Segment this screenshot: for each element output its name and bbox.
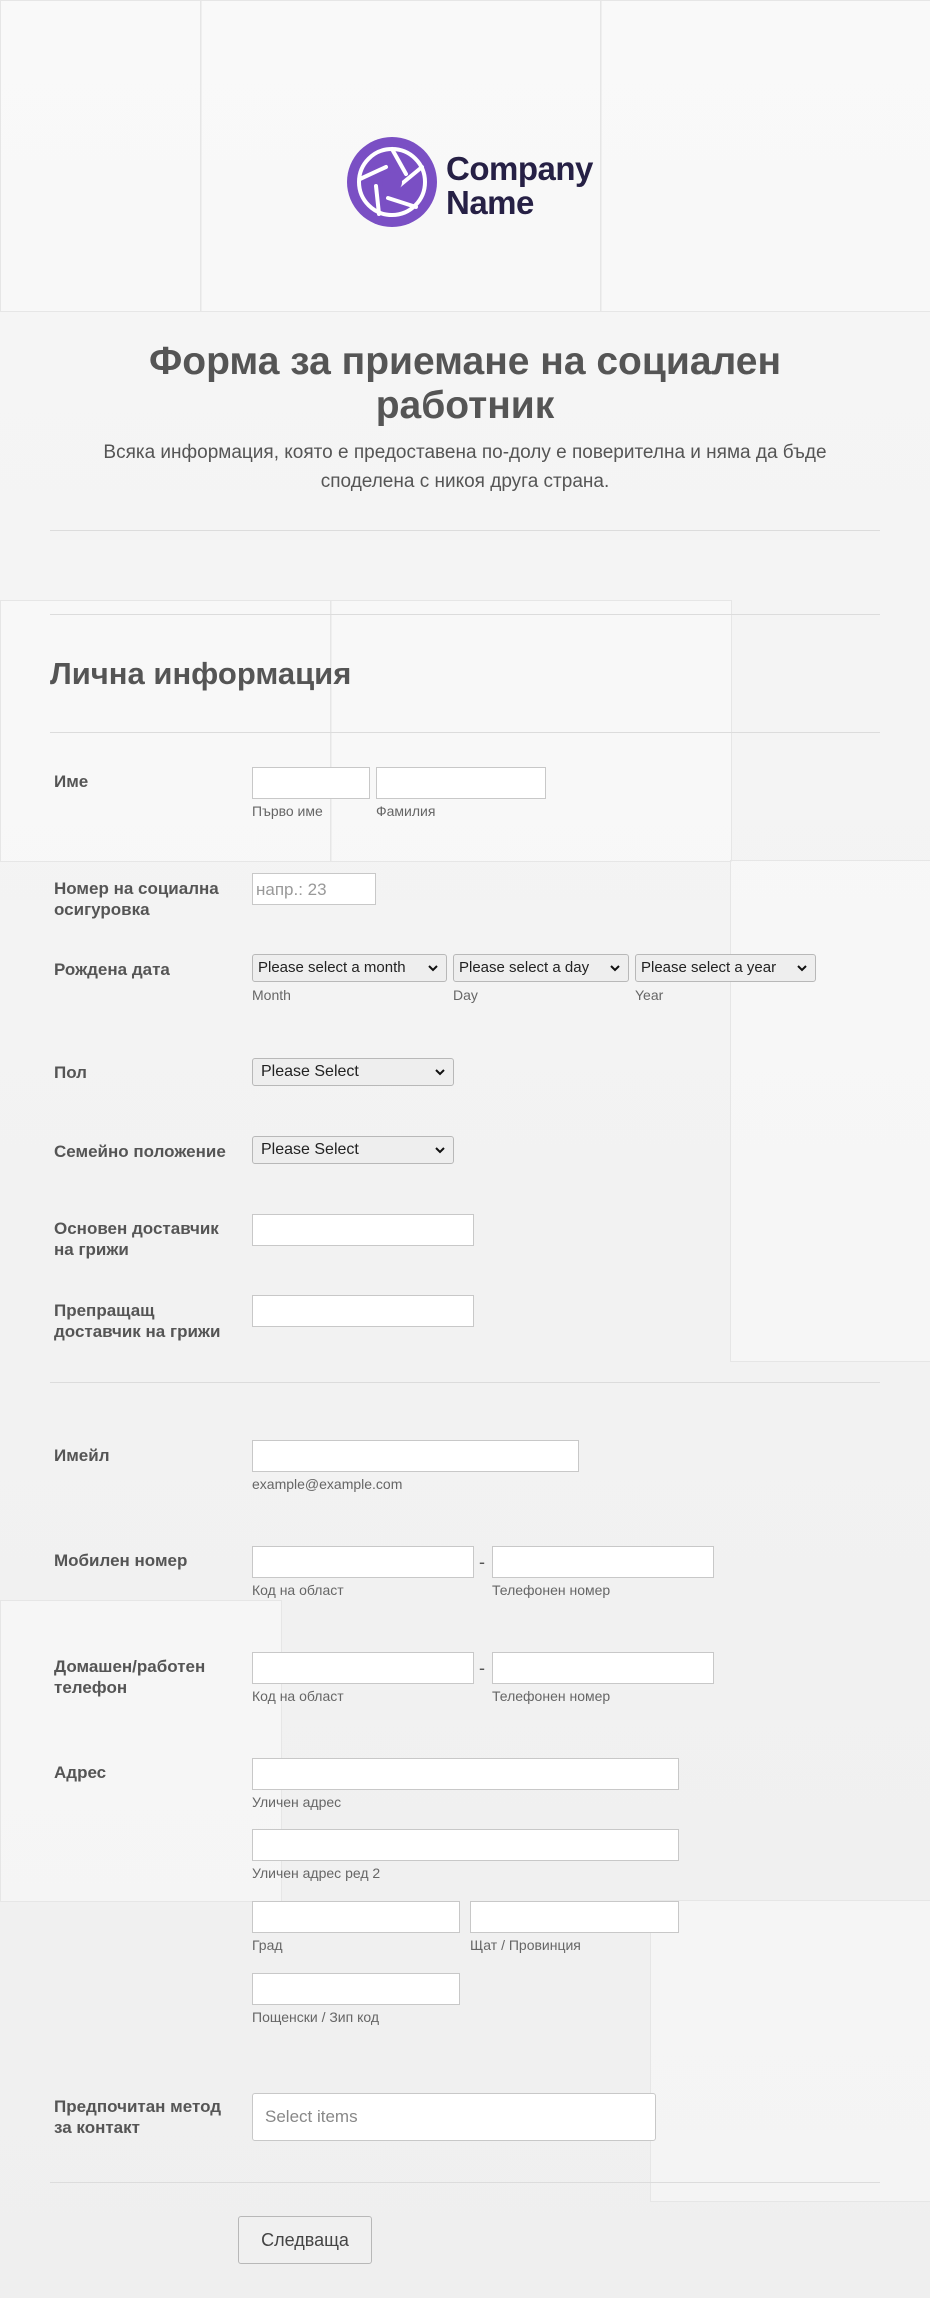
ssn-input[interactable]: напр.: 23 — [252, 873, 376, 905]
chevron-down-icon — [796, 962, 808, 974]
primary-provider-label: Основен доставчик на грижи — [54, 1219, 219, 1259]
state-input[interactable] — [470, 1901, 679, 1933]
gender-label: Пол — [54, 1063, 87, 1082]
divider — [50, 732, 880, 733]
chevron-down-icon — [427, 962, 439, 974]
month-sublabel: Month — [252, 987, 291, 1003]
logo-text: Company Name — [446, 150, 593, 221]
mobile-phone-sublabel: Телефонен номер — [492, 1582, 611, 1598]
next-button[interactable]: Следваща — [238, 2216, 372, 2264]
name-label: Име — [54, 772, 89, 791]
email-input[interactable] — [252, 1440, 579, 1472]
page-title: Форма за приемане на социален работник — [148, 340, 782, 427]
gender-select[interactable]: Please Select — [252, 1058, 454, 1086]
email-label: Имейл — [54, 1446, 110, 1465]
page-subtitle: Всяка информация, която е предоставена по-долу е поверителна и няма да бъде споделена с никоя друга страна. — [103, 442, 827, 492]
mobile-label: Мобилен номер — [54, 1551, 188, 1570]
company-logo — [344, 134, 594, 234]
chevron-down-icon — [609, 962, 621, 974]
home-area-sublabel: Код на област — [252, 1688, 344, 1704]
mobile-area-code-input[interactable] — [252, 1546, 474, 1578]
camera-aperture-icon — [344, 134, 440, 230]
chevron-down-icon — [434, 1144, 446, 1156]
referring-provider-label: Препращащ доставчик на грижи — [54, 1301, 221, 1341]
city-sublabel: Град — [252, 1937, 283, 1953]
year-sublabel: Year — [635, 987, 664, 1003]
birth-year-select[interactable]: Please select a year — [635, 954, 816, 982]
contact-method-multiselect[interactable]: Select items — [252, 2093, 656, 2141]
street-address-input[interactable] — [252, 1758, 679, 1790]
city-input[interactable] — [252, 1901, 460, 1933]
chevron-down-icon — [434, 1066, 446, 1078]
last-name-sublabel: Фамилия — [376, 803, 436, 819]
primary-provider-input[interactable] — [252, 1214, 474, 1246]
home-phone-input[interactable] — [492, 1652, 714, 1684]
address-label: Адрес — [54, 1763, 107, 1782]
marital-status-label: Семейно положение — [54, 1142, 226, 1161]
divider — [50, 530, 880, 531]
form-container — [50, 0, 880, 2298]
home-area-code-input[interactable] — [252, 1652, 474, 1684]
email-sublabel: example@example.com — [252, 1476, 403, 1492]
zip-sublabel: Пощенски / Зип код — [252, 2009, 380, 2025]
marital-status-select[interactable]: Please Select — [252, 1136, 454, 1164]
phone-dash: - — [479, 1552, 485, 1572]
home-phone-label: Домашен/работен телефон — [54, 1657, 206, 1697]
divider — [50, 1382, 880, 1383]
home-phone-sublabel: Телефонен номер — [492, 1688, 611, 1704]
mobile-area-sublabel: Код на област — [252, 1582, 344, 1598]
birth-month-select[interactable]: Please select a month — [252, 954, 447, 982]
first-name-sublabel: Първо име — [252, 803, 323, 819]
birth-date-label: Рождена дата — [54, 960, 170, 979]
day-sublabel: Day — [453, 987, 478, 1003]
street-address-2-input[interactable] — [252, 1829, 679, 1861]
ssn-label: Номер на социална осигуровка — [54, 879, 219, 919]
first-name-input[interactable] — [252, 767, 370, 799]
divider — [50, 614, 880, 615]
street-address-sublabel: Уличен адрес — [252, 1794, 342, 1810]
birth-day-select[interactable]: Please select a day — [453, 954, 629, 982]
contact-method-label: Предпочитан метод за контакт — [54, 2097, 222, 2137]
section-title: Лична информация — [50, 656, 352, 691]
last-name-input[interactable] — [376, 767, 546, 799]
mobile-phone-input[interactable] — [492, 1546, 714, 1578]
phone-dash: - — [479, 1658, 485, 1678]
street-address-2-sublabel: Уличен адрес ред 2 — [252, 1865, 381, 1881]
divider — [50, 2182, 880, 2183]
zip-input[interactable] — [252, 1973, 460, 2005]
referring-provider-input[interactable] — [252, 1295, 474, 1327]
state-sublabel: Щат / Провинция — [470, 1937, 581, 1953]
